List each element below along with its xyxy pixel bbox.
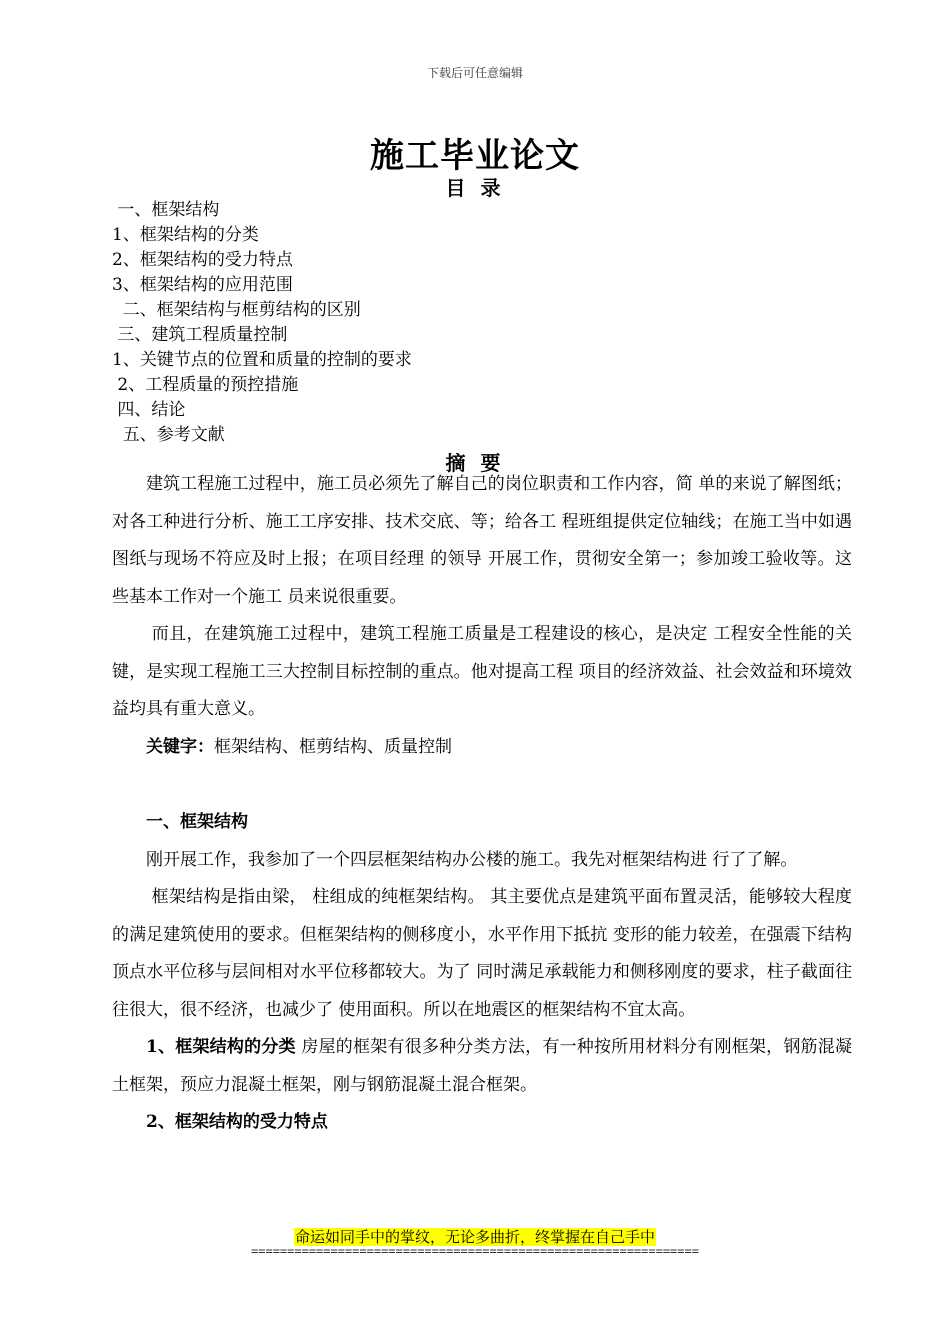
toc-item: 1、关键节点的位置和质量的控制的要求 [112, 350, 412, 370]
subsection-text: 房屋的框架有很多种分类方法，有一种按所用材料分有刚框架，钢筋混凝 土框架，预应力混凝土框架，刚与钢筋混凝土混合框架。 [112, 1037, 858, 1095]
toc-item: 一、框架结构 [112, 200, 220, 220]
footer-divider: ============================================================== [251, 1244, 699, 1258]
keywords-line [112, 729, 852, 767]
toc-item: 四、结论 [112, 400, 186, 420]
table-of-contents [112, 198, 852, 448]
highlighted-motto: 命运如同手中的掌纹，无论多曲折，终掌握在自己手中 [294, 1228, 655, 1246]
abstract-heading: 摘 要 [445, 451, 505, 475]
keywords-label: 关键字： [146, 736, 214, 757]
section-paragraph: 框架结构是指由梁， 柱组成的纯框架结构。 其主要优点是建筑平面布置灵活，能够较大程度的满足建筑使用的要求。但框架结构的侧移度小，水平作用下抵抗 变形的能力较差，在强震下结构顶点水平位移与层间相对水平位移都较大。为了 同时满足承载能力和侧移刚度的要求，柱子截面往往很大，很不经济，也减少了 使用面积。所以在地震区的框架结构不宜太高。 [112, 887, 852, 1020]
toc-item: 五、参考文献 [112, 425, 225, 445]
toc-item: 二、框架结构与框剪结构的区别 [112, 300, 361, 320]
document-title: 施工毕业论文 [370, 136, 580, 176]
subsection-heading: 2、框架结构的受力特点 [146, 1112, 328, 1132]
keywords-value: 框架结构、框剪结构、质量控制 [214, 736, 452, 757]
toc-item: 1、框架结构的分类 [112, 225, 259, 245]
toc-item: 三、建筑工程质量控制 [112, 325, 288, 345]
section-heading: 一、框架结构 [146, 812, 248, 832]
toc-item: 2、工程质量的预控措施 [112, 375, 299, 395]
subsection-heading: 1、框架结构的分类 [146, 1037, 296, 1057]
toc-item: 3、框架结构的应用范围 [112, 275, 293, 295]
subsection-paragraph [112, 1029, 858, 1104]
abstract-paragraph-1: 建筑工程施工过程中，施工员必须先了解自己的岗位职责和工作内容，简 单的来说了解图纸；对各工种进行分析、施工工序安排、技术交底、等；给各工 程班组提供定位轴线；在施工当中如遇图纸与现场不符应及时上报；在项目经理 的领导 开展工作，贯彻安全第一；参加竣工验收等。这些基本工作对一个施工 员来说很重要。 [112, 474, 852, 607]
spacer [112, 766, 852, 804]
toc-heading: 目 录 [445, 176, 505, 200]
section-paragraph: 刚开展工作，我参加了一个四层框架结构办公楼的施工。我先对框架结构进 行了了解。 [146, 849, 798, 870]
toc-item: 2、框架结构的受力特点 [112, 250, 293, 270]
page-header-note: 下载后可任意编辑 [426, 66, 523, 80]
document-body [112, 466, 858, 1142]
abstract-paragraph-2: 而且，在建筑施工过程中，建筑工程施工质量是工程建设的核心，是决定 工程安全性能的关键，是实现工程施工三大控制目标控制的重点。他对提高工程 项目的经济效益、社会效益和环境效益均具有重大意义。 [112, 624, 853, 719]
